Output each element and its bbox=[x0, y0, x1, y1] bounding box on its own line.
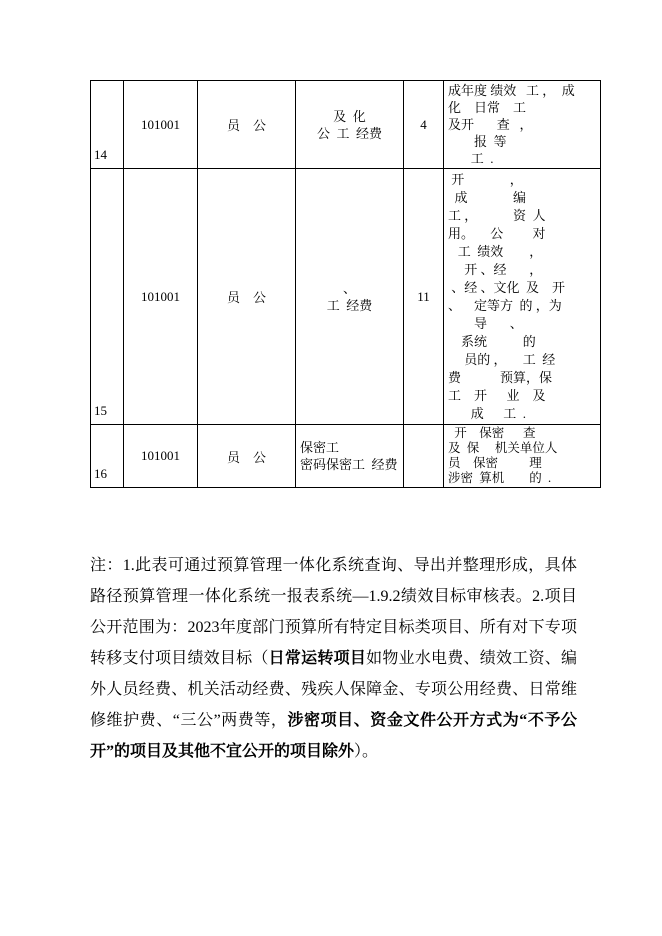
count-cell: 11 bbox=[404, 169, 444, 425]
text-line: 成 编 bbox=[448, 189, 527, 205]
text-line: 成 工 . bbox=[448, 405, 527, 421]
item-cell bbox=[296, 425, 404, 488]
text-line: 、 定等方 的 ，为 bbox=[448, 297, 562, 313]
text-line: 及开 查 ， bbox=[448, 117, 533, 132]
note-bold-segment: 涉密项目、资金文件公开方式为“不予公开”的项目及其他不宜公开的项目除外 bbox=[90, 712, 577, 760]
text-line: 开 保密 查 bbox=[448, 426, 536, 440]
text-line: 及 化 bbox=[333, 108, 366, 124]
text-line: 及 保 机关单位人 bbox=[448, 441, 558, 455]
text-line: 、经 、文化 及 开 bbox=[448, 279, 566, 295]
description-cell bbox=[444, 81, 601, 169]
dept-cell: 员 公 bbox=[198, 425, 296, 488]
code-cell: 101001 bbox=[124, 169, 198, 425]
text-line: 涉密 算机 的 . bbox=[448, 471, 552, 485]
text-line: 成年度 绩效 工 ， 成 bbox=[448, 83, 575, 98]
text-line: 、 bbox=[342, 280, 356, 296]
description-cell bbox=[444, 425, 601, 488]
count-cell bbox=[404, 425, 444, 488]
note-segment: 如物业水电费、绩效工资、编外人员经费、机关活动经费、残疾人保障金、专项公用经费、日常维修维护费、“三公”两费等， bbox=[90, 650, 577, 729]
description-cell bbox=[444, 169, 601, 425]
text-line: 费 预算，保 bbox=[448, 369, 553, 385]
note-segment: ）。 bbox=[354, 743, 379, 760]
text-line: 工 经费 bbox=[326, 297, 373, 313]
text-line: 员 保密 理 bbox=[448, 456, 542, 470]
text-line: 开 、经 ， bbox=[448, 261, 543, 277]
note-bold-segment: 日常运转项目 bbox=[268, 650, 367, 667]
text-line: 密码保密工 经费 bbox=[300, 457, 398, 472]
text-line: 公 工 经费 bbox=[316, 125, 382, 141]
dept-cell: 员 公 bbox=[198, 81, 296, 169]
text-line: 员的 ， 工 经 bbox=[448, 351, 556, 367]
text-line: 化 日常 工 bbox=[448, 100, 527, 115]
text-line: 报 等 bbox=[448, 134, 507, 149]
performance-target-table bbox=[90, 80, 601, 488]
note-segment: 注：1.此表可通过预算管理一体化系统查询、导出并整理形成，具体路径预算管理一体化系统一报表系统—1.9.2绩效目标审核表。2.项目公开范围为：2023年度部门预算所有特定目标类项目、所有对下专项转移支付项目绩效目标（ bbox=[90, 557, 577, 667]
text-line: 导 、 bbox=[448, 315, 523, 331]
text-line: 开 ， bbox=[448, 171, 523, 187]
dept-cell: 员 公 bbox=[198, 169, 296, 425]
text-line: 工 开 业 及 bbox=[448, 387, 546, 403]
text-line: 工 ， 资 人 bbox=[448, 207, 546, 223]
text-line: 系统 的 bbox=[448, 333, 536, 349]
row-number-cell: 14 bbox=[91, 81, 124, 169]
table-row bbox=[91, 169, 601, 425]
note-paragraph bbox=[90, 550, 577, 767]
text-line: 工 绩效 ， bbox=[448, 243, 543, 259]
text-line: 工 . bbox=[448, 151, 494, 166]
table-row bbox=[91, 81, 601, 169]
table-row bbox=[91, 425, 601, 488]
code-cell: 101001 bbox=[124, 81, 198, 169]
item-cell bbox=[296, 169, 404, 425]
code-cell: 101001 bbox=[124, 425, 198, 488]
row-number-cell: 16 bbox=[91, 425, 124, 488]
row-number-cell: 15 bbox=[91, 169, 124, 425]
item-cell bbox=[296, 81, 404, 169]
text-line: 保密工 bbox=[300, 440, 340, 455]
count-cell: 4 bbox=[404, 81, 444, 169]
text-line: 用。 公 对 bbox=[448, 225, 546, 241]
